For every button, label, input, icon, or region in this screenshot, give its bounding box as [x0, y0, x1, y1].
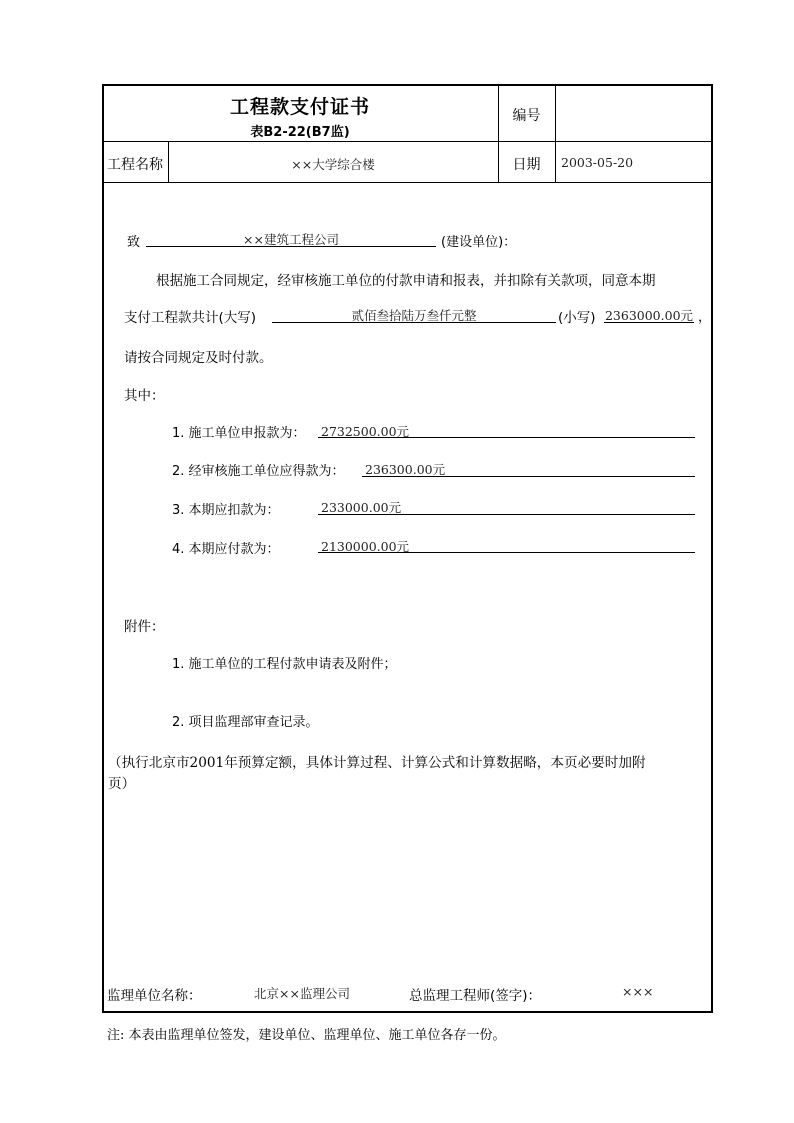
amount-upper-underline	[272, 322, 556, 323]
date-label: 日期	[512, 157, 541, 173]
item-payable-label: 4. 本期应付款为：	[172, 542, 280, 557]
item-payable-underline	[318, 552, 695, 553]
amount-lower-value: 2363000.00元	[604, 308, 694, 323]
calculation-note-line-1: （执行北京市2001年预算定额，具体计算过程、计算公式和计算数据略，本页必要时加附	[108, 755, 646, 771]
amount-upper-value: 贰佰叁拾陆万叁仟元整	[351, 308, 477, 323]
item-declared-underline	[318, 437, 695, 438]
form-remark: 注: 本表由监理单位签发，建设单位、监理单位、施工单位各存一份。	[107, 1028, 506, 1043]
item-payable-value: 2130000.00元	[321, 539, 410, 554]
project-name-label: 工程名称	[107, 157, 163, 173]
among-label: 其中：	[124, 388, 165, 404]
para-line-3: 请按合同规定及时付款。	[124, 350, 273, 366]
to-prefix: 致	[127, 235, 141, 250]
item-approved-label: 2. 经审核施工单位应得款为：	[172, 464, 345, 479]
number-value[interactable]	[560, 105, 708, 123]
item-approved-underline	[362, 476, 695, 477]
calculation-note-line-2: 页）	[108, 776, 136, 792]
to-value: ××建筑工程公司	[243, 232, 339, 247]
to-underline	[146, 246, 436, 247]
amount-lower-underline	[604, 322, 694, 323]
item-deduct-underline	[318, 514, 695, 515]
attachment-item-2: 2. 项目监理部审查记录。	[172, 715, 319, 730]
para-line-1: 根据施工合同规定，经审核施工单位的付款申请和报表，并扣除有关款项，同意本期	[156, 273, 656, 289]
supervisor-value: 北京××监理公司	[254, 986, 350, 1001]
item-declared-label: 1. 施工单位申报款为：	[172, 426, 306, 441]
number-label: 编号	[512, 108, 541, 124]
form-subtitle: 表B2-22(B7监)	[250, 125, 350, 140]
para-line-2-suffix: ，	[698, 310, 712, 325]
para-line-2-prefix: 支付工程款共计(大写)	[124, 310, 257, 326]
attachment-item-1: 1. 施工单位的工程付款申请表及附件；	[172, 657, 397, 672]
form-title: 工程款支付证书	[229, 96, 370, 118]
number-label-divider	[555, 84, 556, 182]
project-row-bottom-rule	[102, 182, 713, 183]
to-suffix: (建设单位)：	[441, 235, 517, 250]
item-deduct-value: 233000.00元	[321, 500, 402, 515]
project-name-value: ××大学综合楼	[291, 157, 375, 172]
engineer-signature-label: 总监理工程师(签字)：	[409, 988, 542, 1004]
item-deduct-label: 3. 本期应扣款为：	[172, 503, 280, 518]
attachments-label: 附件：	[124, 619, 165, 635]
header-bottom-rule	[102, 141, 713, 142]
small-amount-label: (小写)	[558, 310, 596, 326]
supervisor-label: 监理单位名称：	[107, 988, 202, 1004]
item-approved-value: 236300.00元	[365, 462, 446, 477]
item-declared-value: 2732500.00元	[321, 424, 410, 439]
date-value: 2003-05-20	[561, 155, 634, 170]
engineer-signature-value: ×××	[622, 984, 654, 999]
